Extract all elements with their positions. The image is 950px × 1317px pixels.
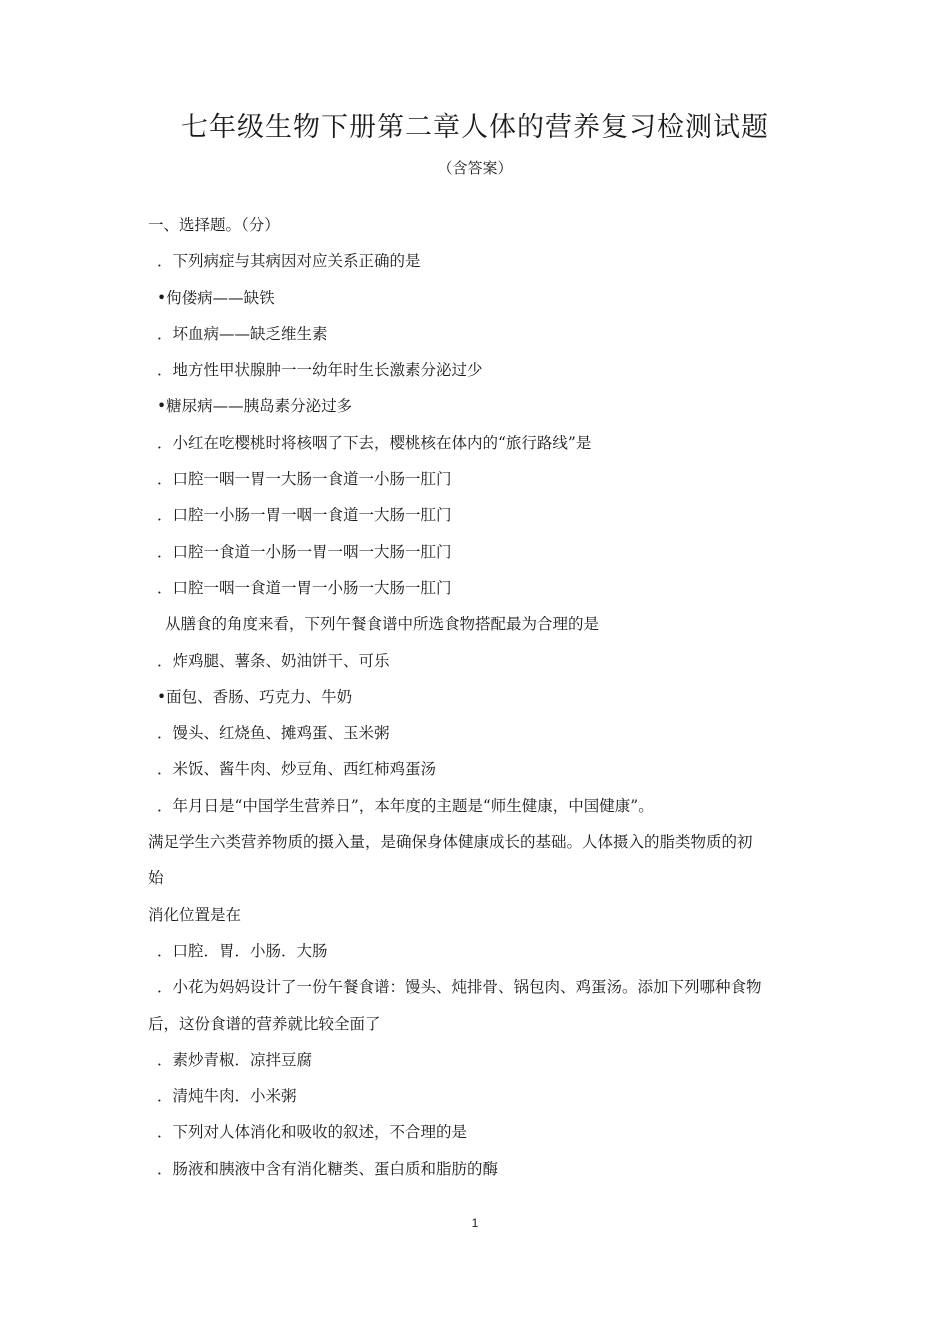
option-line: ．口腔一食道一小肠一胃一咽一大肠一肛门 [157,542,452,561]
option-line: ．素炒青椒．凉拌豆腐 [157,1050,313,1069]
question-5-text: 后，这份食谱的营养就比较全面了 [148,1014,381,1033]
option-line: •佝偻病——缺铁 [157,288,275,307]
option-line: ．口腔一咽一食道一胃一小肠一大肠一肛门 [157,578,452,597]
option-line: ．馒头、红烧鱼、摊鸡蛋、玉米粥 [157,724,390,743]
document-title: 七年级生物下册第二章人体的营养复习检测试题 [181,112,769,143]
question-6: ．下列对人体消化和吸收的叙述，不合理的是 [157,1123,468,1142]
option-line: ．肠液和胰液中含有消化糖类、蛋白质和脂肪的酶 [157,1159,499,1178]
question-4: ．年月日是“中国学生营养日”，本年度的主题是“师生健康，中国健康”。 [157,796,654,815]
question-3: 从膳食的角度来看，下列午餐食谱中所选食物搭配最为合理的是 [165,615,600,634]
question-4-text: 满足学生六类营养物质的摄入量，是确保身体健康成长的基础。人体摄入的脂类物质的初 [148,833,753,852]
document-subtitle: （含答案） [437,159,513,177]
option-line: ．口腔．胃．小肠．大肠 [157,941,328,960]
document-body [148,207,808,1187]
question-1: ．下列病症与其病因对应关系正确的是 [157,252,421,271]
option-line: ．炸鸡腿、薯条、奶油饼干、可乐 [157,651,390,670]
question-4-text: 始 [148,869,164,888]
option-line: ．口腔一咽一胃一大肠一食道一小肠一肛门 [157,470,452,489]
page-number: 1 [471,1216,479,1230]
option-line: ．口腔一小肠一胃一咽一食道一大肠一肛门 [157,506,452,525]
question-4-text: 消化位置是在 [148,905,242,924]
question-2: ．小红在吃樱桃时将核咽了下去，樱桃核在体内的“旅行路线”是 [157,433,592,452]
option-line: ．清炖牛肉．小米粥 [157,1087,297,1106]
question-5: ．小花为妈妈设计了一份午餐食谱：馒头、炖排骨、锅包肉、鸡蛋汤。添加下列哪种食物 [157,978,762,997]
option-line: ．米饭、酱牛肉、炒豆角、西红柿鸡蛋汤 [157,760,437,779]
option-line: ．坏血病——缺乏维生素 [157,324,328,343]
option-line: •面包、香肠、巧克力、牛奶 [157,687,353,706]
section-heading: 一、选择题。（分） [148,216,280,234]
option-line: •糖尿病——胰岛素分泌过多 [157,397,353,416]
option-line: ．地方性甲状腺肿一一幼年时生长激素分泌过少 [157,361,483,380]
